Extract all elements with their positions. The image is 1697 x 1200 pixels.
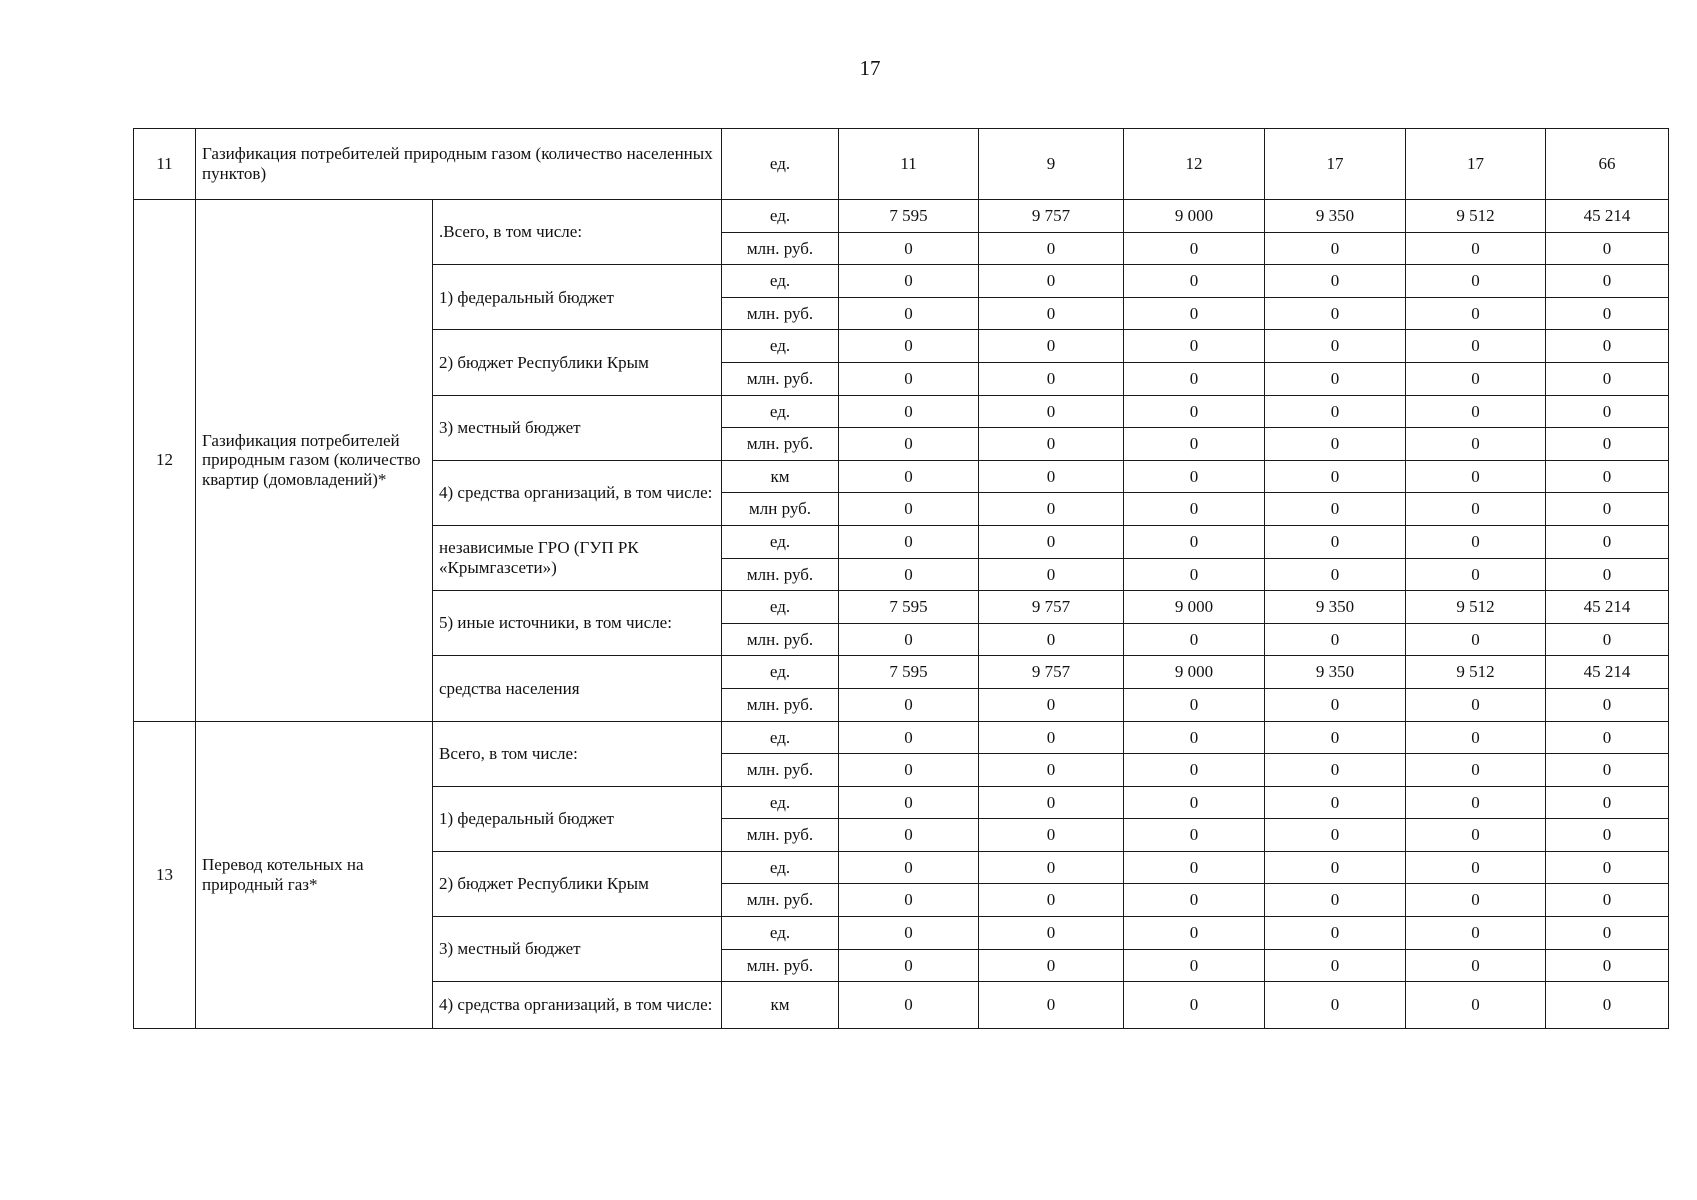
value-cell: 17 [1265,129,1406,200]
unit-cell: км [722,982,839,1029]
value-cell: 0 [1265,754,1406,787]
table-row [134,200,1669,233]
value-cell: 0 [1265,265,1406,298]
value-cell: 0 [979,917,1124,950]
value-cell: 0 [1406,819,1546,852]
value-cell: 0 [1265,623,1406,656]
value-cell: 0 [839,428,979,461]
value-cell: 0 [1406,330,1546,363]
subcategory-label: 3) местный бюджет [433,395,722,460]
value-cell: 0 [1546,917,1669,950]
value-cell: 0 [979,819,1124,852]
value-cell: 0 [839,232,979,265]
value-cell: 0 [839,949,979,982]
subcategory-label: независимые ГРО (ГУП РК «Крымгазсети») [433,525,722,590]
value-cell: 0 [839,884,979,917]
value-cell: 0 [839,721,979,754]
value-cell: 0 [1546,754,1669,787]
value-cell: 0 [1546,623,1669,656]
unit-cell: млн. руб. [722,688,839,721]
value-cell: 0 [1546,460,1669,493]
value-cell: 0 [1406,232,1546,265]
value-cell: 0 [979,330,1124,363]
subcategory-label: 1) федеральный бюджет [433,265,722,330]
row-name: Газификация потребителей природным газом (количество населенных пунктов) [196,129,722,200]
value-cell: 0 [839,917,979,950]
value-cell: 0 [839,558,979,591]
unit-cell: ед. [722,265,839,298]
value-cell: 0 [1124,330,1265,363]
value-cell: 0 [1406,884,1546,917]
value-cell: 0 [1546,232,1669,265]
unit-cell: ед. [722,129,839,200]
value-cell: 0 [1406,917,1546,950]
unit-cell: млн. руб. [722,623,839,656]
value-cell: 0 [979,395,1124,428]
unit-cell: ед. [722,917,839,950]
value-cell: 0 [1406,754,1546,787]
value-cell: 9 350 [1265,200,1406,233]
unit-cell: ед. [722,395,839,428]
value-cell: 0 [1406,851,1546,884]
value-cell: 0 [1124,688,1265,721]
value-cell: 7 595 [839,200,979,233]
row-number: 13 [134,721,196,1029]
value-cell: 0 [1124,851,1265,884]
subcategory-label: средства населения [433,656,722,721]
unit-cell: км [722,460,839,493]
value-cell: 0 [1265,982,1406,1029]
value-cell: 0 [1546,493,1669,526]
unit-cell: ед. [722,851,839,884]
value-cell: 0 [1124,754,1265,787]
value-cell: 0 [1124,395,1265,428]
unit-cell: млн. руб. [722,297,839,330]
value-cell: 0 [979,786,1124,819]
value-cell: 0 [979,558,1124,591]
value-cell: 9 350 [1265,656,1406,689]
value-cell: 0 [979,525,1124,558]
value-cell: 9 512 [1406,656,1546,689]
value-cell: 0 [1265,949,1406,982]
value-cell: 0 [1546,786,1669,819]
value-cell: 0 [1546,558,1669,591]
value-cell: 0 [1124,362,1265,395]
value-cell: 0 [839,851,979,884]
value-cell: 0 [1546,949,1669,982]
table-row [134,721,1669,754]
value-cell: 0 [979,623,1124,656]
value-cell: 0 [979,884,1124,917]
value-cell: 0 [1124,721,1265,754]
unit-cell: млн. руб. [722,428,839,461]
value-cell: 0 [839,493,979,526]
value-cell: 45 214 [1546,200,1669,233]
value-cell: 0 [1406,558,1546,591]
value-cell: 0 [1546,525,1669,558]
value-cell: 0 [1124,949,1265,982]
value-cell: 45 214 [1546,591,1669,624]
subcategory-label: 2) бюджет Республики Крым [433,330,722,395]
value-cell: 0 [1124,297,1265,330]
value-cell: 0 [1406,786,1546,819]
unit-cell: млн. руб. [722,819,839,852]
value-cell: 0 [1546,851,1669,884]
subcategory-label: 4) средства организаций, в том числе: [433,982,722,1029]
value-cell: 0 [1124,525,1265,558]
subcategory-label: 3) местный бюджет [433,917,722,982]
row-name: Перевод котельных на природный газ* [196,721,433,1029]
subcategory-label: 2) бюджет Республики Крым [433,851,722,916]
subcategory-label: 5) иные источники, в том числе: [433,591,722,656]
value-cell: 0 [1265,851,1406,884]
value-cell: 0 [1265,493,1406,526]
value-cell: 9 757 [979,656,1124,689]
unit-cell: млн. руб. [722,949,839,982]
value-cell: 0 [1406,688,1546,721]
subcategory-label: Всего, в том числе: [433,721,722,786]
value-cell: 0 [1265,688,1406,721]
value-cell: 0 [1265,917,1406,950]
value-cell: 66 [1546,129,1669,200]
value-cell: 0 [1546,819,1669,852]
value-cell: 0 [1124,819,1265,852]
value-cell: 0 [1406,428,1546,461]
value-cell: 0 [979,297,1124,330]
value-cell: 0 [1406,623,1546,656]
value-cell: 0 [839,297,979,330]
value-cell: 0 [1546,721,1669,754]
value-cell: 0 [1124,460,1265,493]
value-cell: 7 595 [839,591,979,624]
value-cell: 0 [979,851,1124,884]
value-cell: 11 [839,129,979,200]
value-cell: 0 [839,362,979,395]
value-cell: 0 [839,754,979,787]
value-cell: 0 [1406,949,1546,982]
value-cell: 0 [1124,884,1265,917]
value-cell: 9 [979,129,1124,200]
unit-cell: ед. [722,330,839,363]
value-cell: 0 [1265,330,1406,363]
value-cell: 0 [1546,265,1669,298]
value-cell: 0 [1406,982,1546,1029]
value-cell: 0 [979,232,1124,265]
value-cell: 0 [1124,265,1265,298]
value-cell: 0 [1265,428,1406,461]
value-cell: 9 757 [979,200,1124,233]
unit-cell: ед. [722,786,839,819]
value-cell: 0 [1124,623,1265,656]
unit-cell: млн. руб. [722,232,839,265]
value-cell: 45 214 [1546,656,1669,689]
value-cell: 0 [1124,982,1265,1029]
value-cell: 0 [1265,819,1406,852]
subcategory-label: .Всего, в том числе: [433,200,722,265]
value-cell: 0 [1546,982,1669,1029]
value-cell: 0 [839,525,979,558]
value-cell: 0 [1124,428,1265,461]
value-cell: 0 [1406,395,1546,428]
table-body [134,129,1669,1029]
unit-cell: млн. руб. [722,884,839,917]
data-table [133,128,1669,1029]
value-cell: 0 [1406,297,1546,330]
unit-cell: ед. [722,200,839,233]
value-cell: 0 [1124,558,1265,591]
value-cell: 0 [1406,493,1546,526]
table-row [134,129,1669,200]
unit-cell: млн. руб. [722,362,839,395]
unit-cell: ед. [722,525,839,558]
value-cell: 12 [1124,129,1265,200]
value-cell: 0 [1546,688,1669,721]
value-cell: 17 [1406,129,1546,200]
value-cell: 0 [1406,362,1546,395]
unit-cell: ед. [722,721,839,754]
value-cell: 0 [1265,721,1406,754]
value-cell: 9 000 [1124,200,1265,233]
value-cell: 0 [839,688,979,721]
value-cell: 0 [1265,460,1406,493]
value-cell: 0 [979,949,1124,982]
value-cell: 0 [979,460,1124,493]
row-name: Газификация потребителей природным газом (количество квартир (домовладений)* [196,200,433,722]
value-cell: 0 [1406,721,1546,754]
unit-cell: ед. [722,656,839,689]
value-cell: 0 [1265,297,1406,330]
value-cell: 0 [979,721,1124,754]
unit-cell: млн. руб. [722,558,839,591]
unit-cell: ед. [722,591,839,624]
value-cell: 0 [979,265,1124,298]
value-cell: 0 [1124,493,1265,526]
value-cell: 9 350 [1265,591,1406,624]
unit-cell: млн руб. [722,493,839,526]
value-cell: 0 [979,982,1124,1029]
value-cell: 0 [1265,395,1406,428]
value-cell: 0 [1406,265,1546,298]
value-cell: 0 [979,754,1124,787]
subcategory-label: 4) средства организаций, в том числе: [433,460,722,525]
value-cell: 9 000 [1124,591,1265,624]
value-cell: 0 [839,395,979,428]
value-cell: 0 [1265,558,1406,591]
value-cell: 9 000 [1124,656,1265,689]
value-cell: 0 [1265,232,1406,265]
value-cell: 0 [1546,884,1669,917]
value-cell: 7 595 [839,656,979,689]
value-cell: 0 [1265,362,1406,395]
value-cell: 0 [1124,232,1265,265]
value-cell: 0 [839,265,979,298]
value-cell: 0 [839,786,979,819]
value-cell: 0 [1546,362,1669,395]
value-cell: 0 [979,428,1124,461]
value-cell: 0 [979,493,1124,526]
value-cell: 0 [839,330,979,363]
value-cell: 0 [1265,525,1406,558]
value-cell: 0 [1265,884,1406,917]
page-number: 17 [859,56,881,80]
value-cell: 0 [979,688,1124,721]
value-cell: 0 [1546,395,1669,428]
row-number: 11 [134,129,196,200]
subcategory-label: 1) федеральный бюджет [433,786,722,851]
value-cell: 0 [979,362,1124,395]
unit-cell: млн. руб. [722,754,839,787]
value-cell: 0 [1546,428,1669,461]
value-cell: 9 512 [1406,200,1546,233]
value-cell: 0 [1265,786,1406,819]
value-cell: 0 [839,982,979,1029]
value-cell: 0 [839,623,979,656]
value-cell: 0 [1546,297,1669,330]
value-cell: 0 [1546,330,1669,363]
row-number: 12 [134,200,196,722]
value-cell: 0 [1406,460,1546,493]
value-cell: 0 [1406,525,1546,558]
value-cell: 0 [1124,917,1265,950]
value-cell: 9 757 [979,591,1124,624]
value-cell: 0 [839,460,979,493]
value-cell: 9 512 [1406,591,1546,624]
value-cell: 0 [1124,786,1265,819]
value-cell: 0 [839,819,979,852]
